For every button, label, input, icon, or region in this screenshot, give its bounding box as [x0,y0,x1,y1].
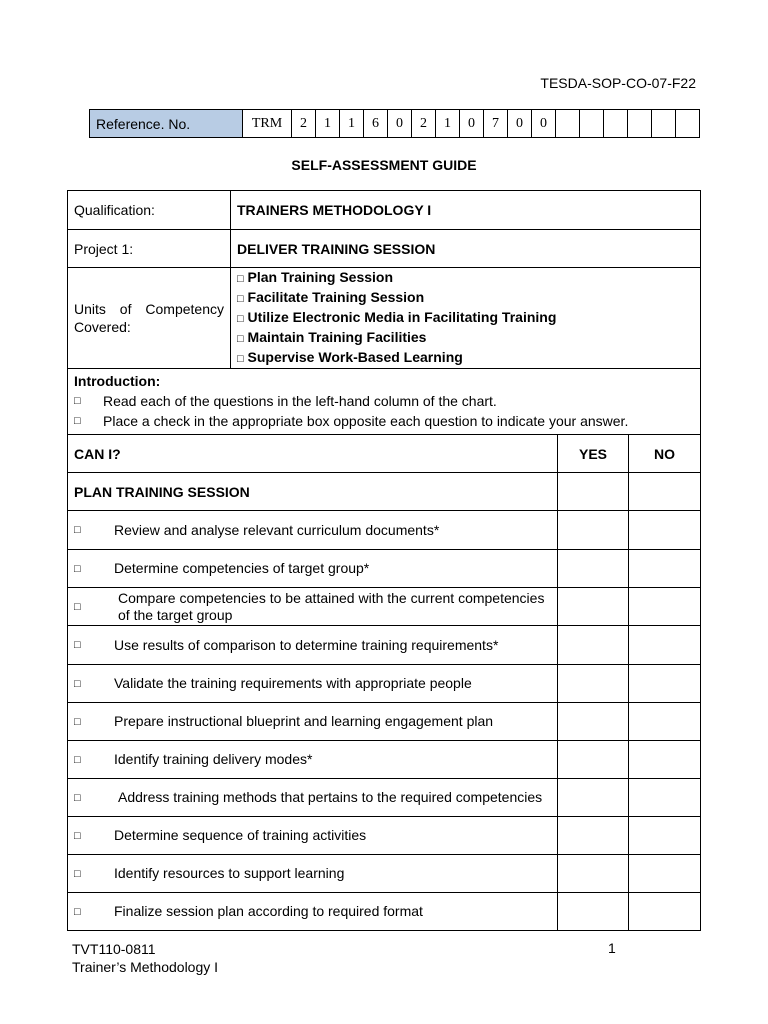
checkbox-bullet-icon: □ [74,677,81,690]
yes-checkbox[interactable] [558,473,629,511]
question-cell [68,893,558,931]
question-cell [68,779,558,817]
reference-digit [676,110,700,138]
yes-checkbox[interactable] [558,817,629,855]
unit-item [237,288,694,308]
checkbox-bullet-icon: □ [74,753,81,766]
unit-label: Plan Training Session [247,269,394,285]
reference-digit: 1 [340,110,364,138]
no-checkbox[interactable] [629,893,701,931]
yes-checkbox[interactable] [558,626,629,665]
checkbox-bullet-icon: □ [74,867,81,880]
yes-checkbox[interactable] [558,779,629,817]
reference-digit: 2 [292,110,316,138]
question-text: Identify resources to support learning [114,865,345,881]
checkbox-bullet-icon: □ [74,562,81,575]
yes-checkbox[interactable] [558,588,629,626]
self-assessment-table [67,190,701,931]
no-checkbox[interactable] [629,588,701,626]
question-text: Validate the training requirements with appropriate people [114,675,472,691]
question-cell [68,665,558,703]
question-row [68,511,701,550]
no-checkbox[interactable] [629,817,701,855]
question-row [68,550,701,588]
no-checkbox[interactable] [629,626,701,665]
qualification-value: TRAINERS METHODOLOGY I [231,191,701,230]
checkbox-bullet-icon: □ [237,333,244,345]
section-row [68,473,701,511]
question-text: Determine sequence of training activities [114,827,367,843]
footer-left [72,940,218,976]
question-cell [68,855,558,893]
page-number: 1 [608,940,616,956]
checkbox-bullet-icon: □ [237,313,244,325]
unit-item [237,328,694,348]
qualification-row [68,191,701,230]
question-row [68,665,701,703]
reference-digit: 2 [412,110,436,138]
reference-prefix: TRM [243,110,292,138]
unit-label: Facilitate Training Session [247,289,425,305]
units-row [68,268,701,369]
question-text: Prepare instructional blueprint and learning engagement plan [114,713,494,729]
introduction-row [68,369,701,435]
question-cell [68,511,558,550]
reference-digit: 0 [388,110,412,138]
no-checkbox[interactable] [629,550,701,588]
no-checkbox[interactable] [629,855,701,893]
no-checkbox[interactable] [629,779,701,817]
question-cell [68,703,558,741]
introduction-heading: Introduction: [74,373,161,389]
reference-digit [604,110,628,138]
question-text: Review and analyse relevant curriculum documents* [114,521,440,538]
checkbox-bullet-icon: □ [237,353,244,365]
guide-title: SELF-ASSESSMENT GUIDE [291,157,477,173]
header-no: NO [629,435,701,473]
project-row [68,230,701,268]
qualification-label: Qualification: [68,191,231,230]
checkbox-bullet-icon: □ [74,829,81,842]
checkbox-bullet-icon: □ [74,639,81,651]
unit-label: Supervise Work-Based Learning [247,349,463,365]
question-text: Finalize session plan according to required format [114,903,423,919]
checkbox-bullet-icon: □ [74,791,81,804]
checkbox-bullet-icon: □ [74,524,81,536]
unit-label: Utilize Electronic Media in Facilitating Training [247,309,557,325]
yes-checkbox[interactable] [558,703,629,741]
question-row [68,893,701,931]
yes-checkbox[interactable] [558,550,629,588]
reference-digit [652,110,676,138]
reference-digit: 7 [484,110,508,138]
introduction-text: Read each of the questions in the left-hand column of the chart. [103,393,497,409]
question-row [68,779,701,817]
question-cell [68,626,558,665]
header-yes: YES [558,435,629,473]
introduction-item [74,391,694,411]
yes-checkbox[interactable] [558,741,629,779]
units-list [231,268,701,369]
no-checkbox[interactable] [629,741,701,779]
unit-item [237,308,694,328]
introduction-text: Place a check in the appropriate box opposite each question to indicate your answer. [103,413,629,429]
reference-digit [580,110,604,138]
question-row [68,626,701,665]
reference-digit: 0 [460,110,484,138]
checkbox-bullet-icon: □ [74,715,81,728]
reference-digit: 6 [364,110,388,138]
reference-digit [556,110,580,138]
unit-item [237,348,694,368]
project-value: DELIVER TRAINING SESSION [231,230,701,268]
yes-checkbox[interactable] [558,511,629,550]
no-checkbox[interactable] [629,473,701,511]
no-checkbox[interactable] [629,511,701,550]
question-cell [68,588,558,626]
reference-number-row [90,110,700,138]
checklist-header-row [68,435,701,473]
reference-digit [628,110,652,138]
yes-checkbox[interactable] [558,893,629,931]
reference-digit: 0 [508,110,532,138]
question-row [68,817,701,855]
checkbox-bullet-icon: □ [74,600,81,613]
reference-number-table [89,109,700,138]
unit-label: Maintain Training Facilities [247,329,427,345]
question-row [68,855,701,893]
question-row [68,703,701,741]
checkbox-bullet-icon: □ [74,905,81,918]
reference-digit: 1 [436,110,460,138]
question-text: Identify training delivery modes* [114,751,313,767]
question-text: Use results of comparison to determine training requirements* [114,636,499,653]
checkbox-bullet-icon: □ [74,395,81,407]
yes-checkbox[interactable] [558,855,629,893]
question-row [68,588,701,626]
document-code: TESDA-SOP-CO-07-F22 [540,75,696,91]
section-title: PLAN TRAINING SESSION [68,473,558,511]
question-cell [68,550,558,588]
no-checkbox[interactable] [629,665,701,703]
introduction-item [74,411,694,431]
project-label: Project 1: [68,230,231,268]
footer-code: TVT110-0811 [72,941,156,957]
question-text: Address training methods that pertains to the required competencies [118,789,543,805]
footer-title: Trainer’s Methodology I [72,959,219,975]
question-cell [68,817,558,855]
yes-checkbox[interactable] [558,665,629,703]
reference-label: Reference. No. [90,110,243,138]
question-text: Determine competencies of target group* [114,560,370,576]
question-text: Compare competencies to be attained with the current competencies of the target group [118,589,545,623]
question-cell [68,741,558,779]
header-can-i: CAN I? [68,435,558,473]
no-checkbox[interactable] [629,703,701,741]
checkbox-bullet-icon: □ [237,293,244,305]
checkbox-bullet-icon: □ [237,273,244,285]
units-label: Units of Competency Covered: [68,268,231,369]
reference-digit: 1 [316,110,340,138]
introduction-cell [68,369,701,435]
unit-item [237,268,694,288]
reference-digit: 0 [532,110,556,138]
question-row [68,741,701,779]
checkbox-bullet-icon: □ [74,415,81,427]
